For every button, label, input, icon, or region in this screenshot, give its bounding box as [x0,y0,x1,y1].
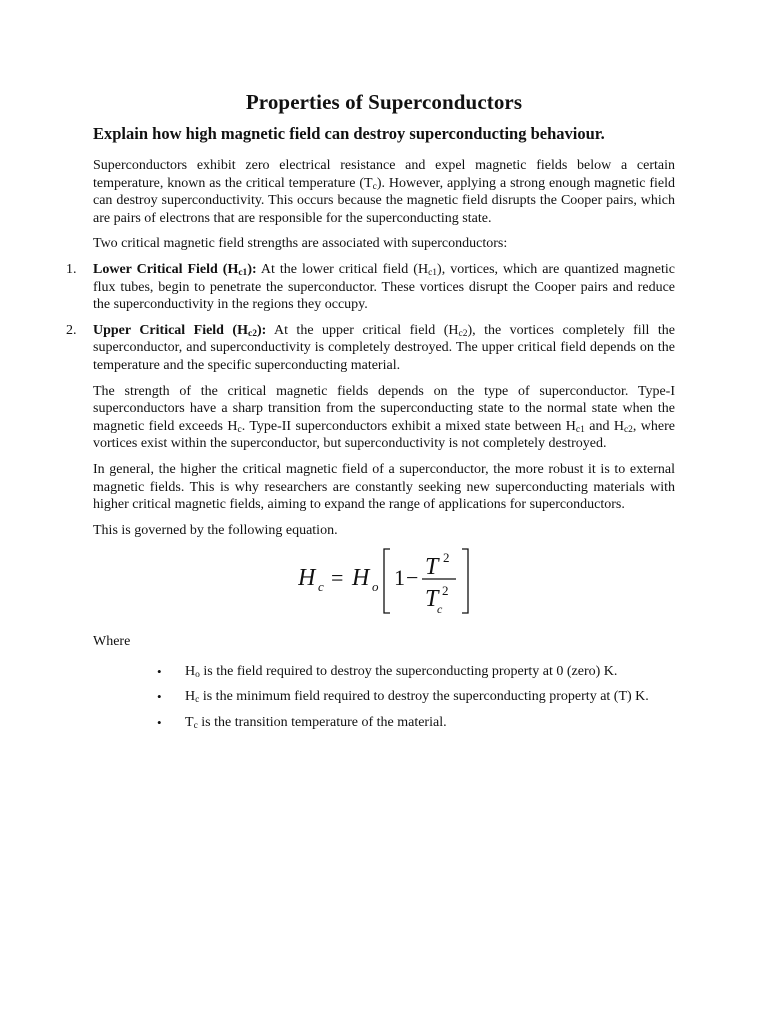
eq-numerator-sup: 2 [443,550,450,566]
eq-one: 1 [394,565,405,591]
types-paragraph: The strength of the critical magnetic fields depends on the type of superconductor. Type-I superconductors have a sharp transition from the superconducting state to the normal state when the magnetic field exceeds $H_c$. Type-II superconductors exhibit a mixed state between $H_{c1}$ and $H_{c2}$, where vortices exist within the superconductor, but superconductivity is not completely destroyed. [93,383,675,452]
intro-paragraph: Superconductors exhibit zero electrical resistance and expel magnetic fields below a certain temperature, known as the critical temperature $(T_c)$. However, applying a strong enough magnetic field can destroy superconductivity. This occurs because the magnetic field disrupts the Cooper pairs, which are pairs of electrons that are responsible for the superconducting state. [93,158,675,226]
eq-denominator-sub: c [437,602,443,617]
eq-numerator-t: T [425,554,439,581]
critical-field-equation [93,547,675,623]
eq-h-c: H [298,565,316,592]
eq-denominator-t: T [425,586,439,613]
eq-h-o-sub: o [372,579,379,595]
general-paragraph: In general, the higher the critical magnetic field of a superconductor, the more robust it is to external magnetic fields. This is why researchers are constantly seeking new superconducting materials with higher critical magnetic fields, aiming to expand the range of applications for superconductors. [93,461,675,513]
list-number: 2. [66,322,77,338]
bullet-icon: • [157,689,162,705]
question-heading: Explain how high magnetic field can destroy superconducting behaviour. [93,124,605,143]
bullet-icon: • [157,715,162,731]
eq-denominator-sup: 2 [442,583,449,599]
bullet-icon: • [157,663,162,679]
equation-graphic [298,547,478,623]
list-item-lower-critical-field: 1. Lower Critical Field $(H_{c1})$: At the lower critical field $(H_{c1})$, vortices, which are quantized magnetic flux tubes, begin to penetrate the superconductor. These vortices disrupt the Cooper pairs and reduce the superconductivity in the regions they occupy. [66,261,676,313]
equation-intro: This is governed by the following equation. [93,522,338,538]
definition-h-c: • $H_c$ is the minimum field required to destroy the superconducting property at (T) K. [157,689,649,706]
definition-t-c: • $T_c$ is the transition temperature of the material. [157,715,447,732]
critical-fields-list [66,261,676,375]
page-title: Properties of Superconductors [245,90,523,114]
eq-minus: − [406,565,419,591]
eq-right-bracket [462,549,468,613]
term-upper-critical-field: Upper Critical Field $(H_{c2})$: [93,322,267,339]
definitions-list [93,663,675,732]
critical-fields-intro: Two critical magnetic field strengths are associated with superconductors: [93,236,508,252]
eq-h-o: H [352,565,370,592]
term-lower-critical-field: Lower Critical Field $(H_{c1})$: [93,261,257,278]
list-item-upper-critical-field: 2. Upper Critical Field $(H_{c2})$: At the upper critical field $(H_{c2})$, the vortices completely fill the superconductor, and superconductivity is completely destroyed. The upper critical field depends on the temperature and the specific superconducting material. [66,322,676,373]
eq-left-bracket [384,549,390,613]
where-label: Where [93,634,131,650]
definition-h-o: • $H_o$ is the field required to destroy the superconducting property at 0 (zero) K. [157,663,618,680]
list-number: 1. [66,261,77,277]
eq-equals: = [331,565,344,591]
eq-h-c-sub: c [318,579,324,595]
